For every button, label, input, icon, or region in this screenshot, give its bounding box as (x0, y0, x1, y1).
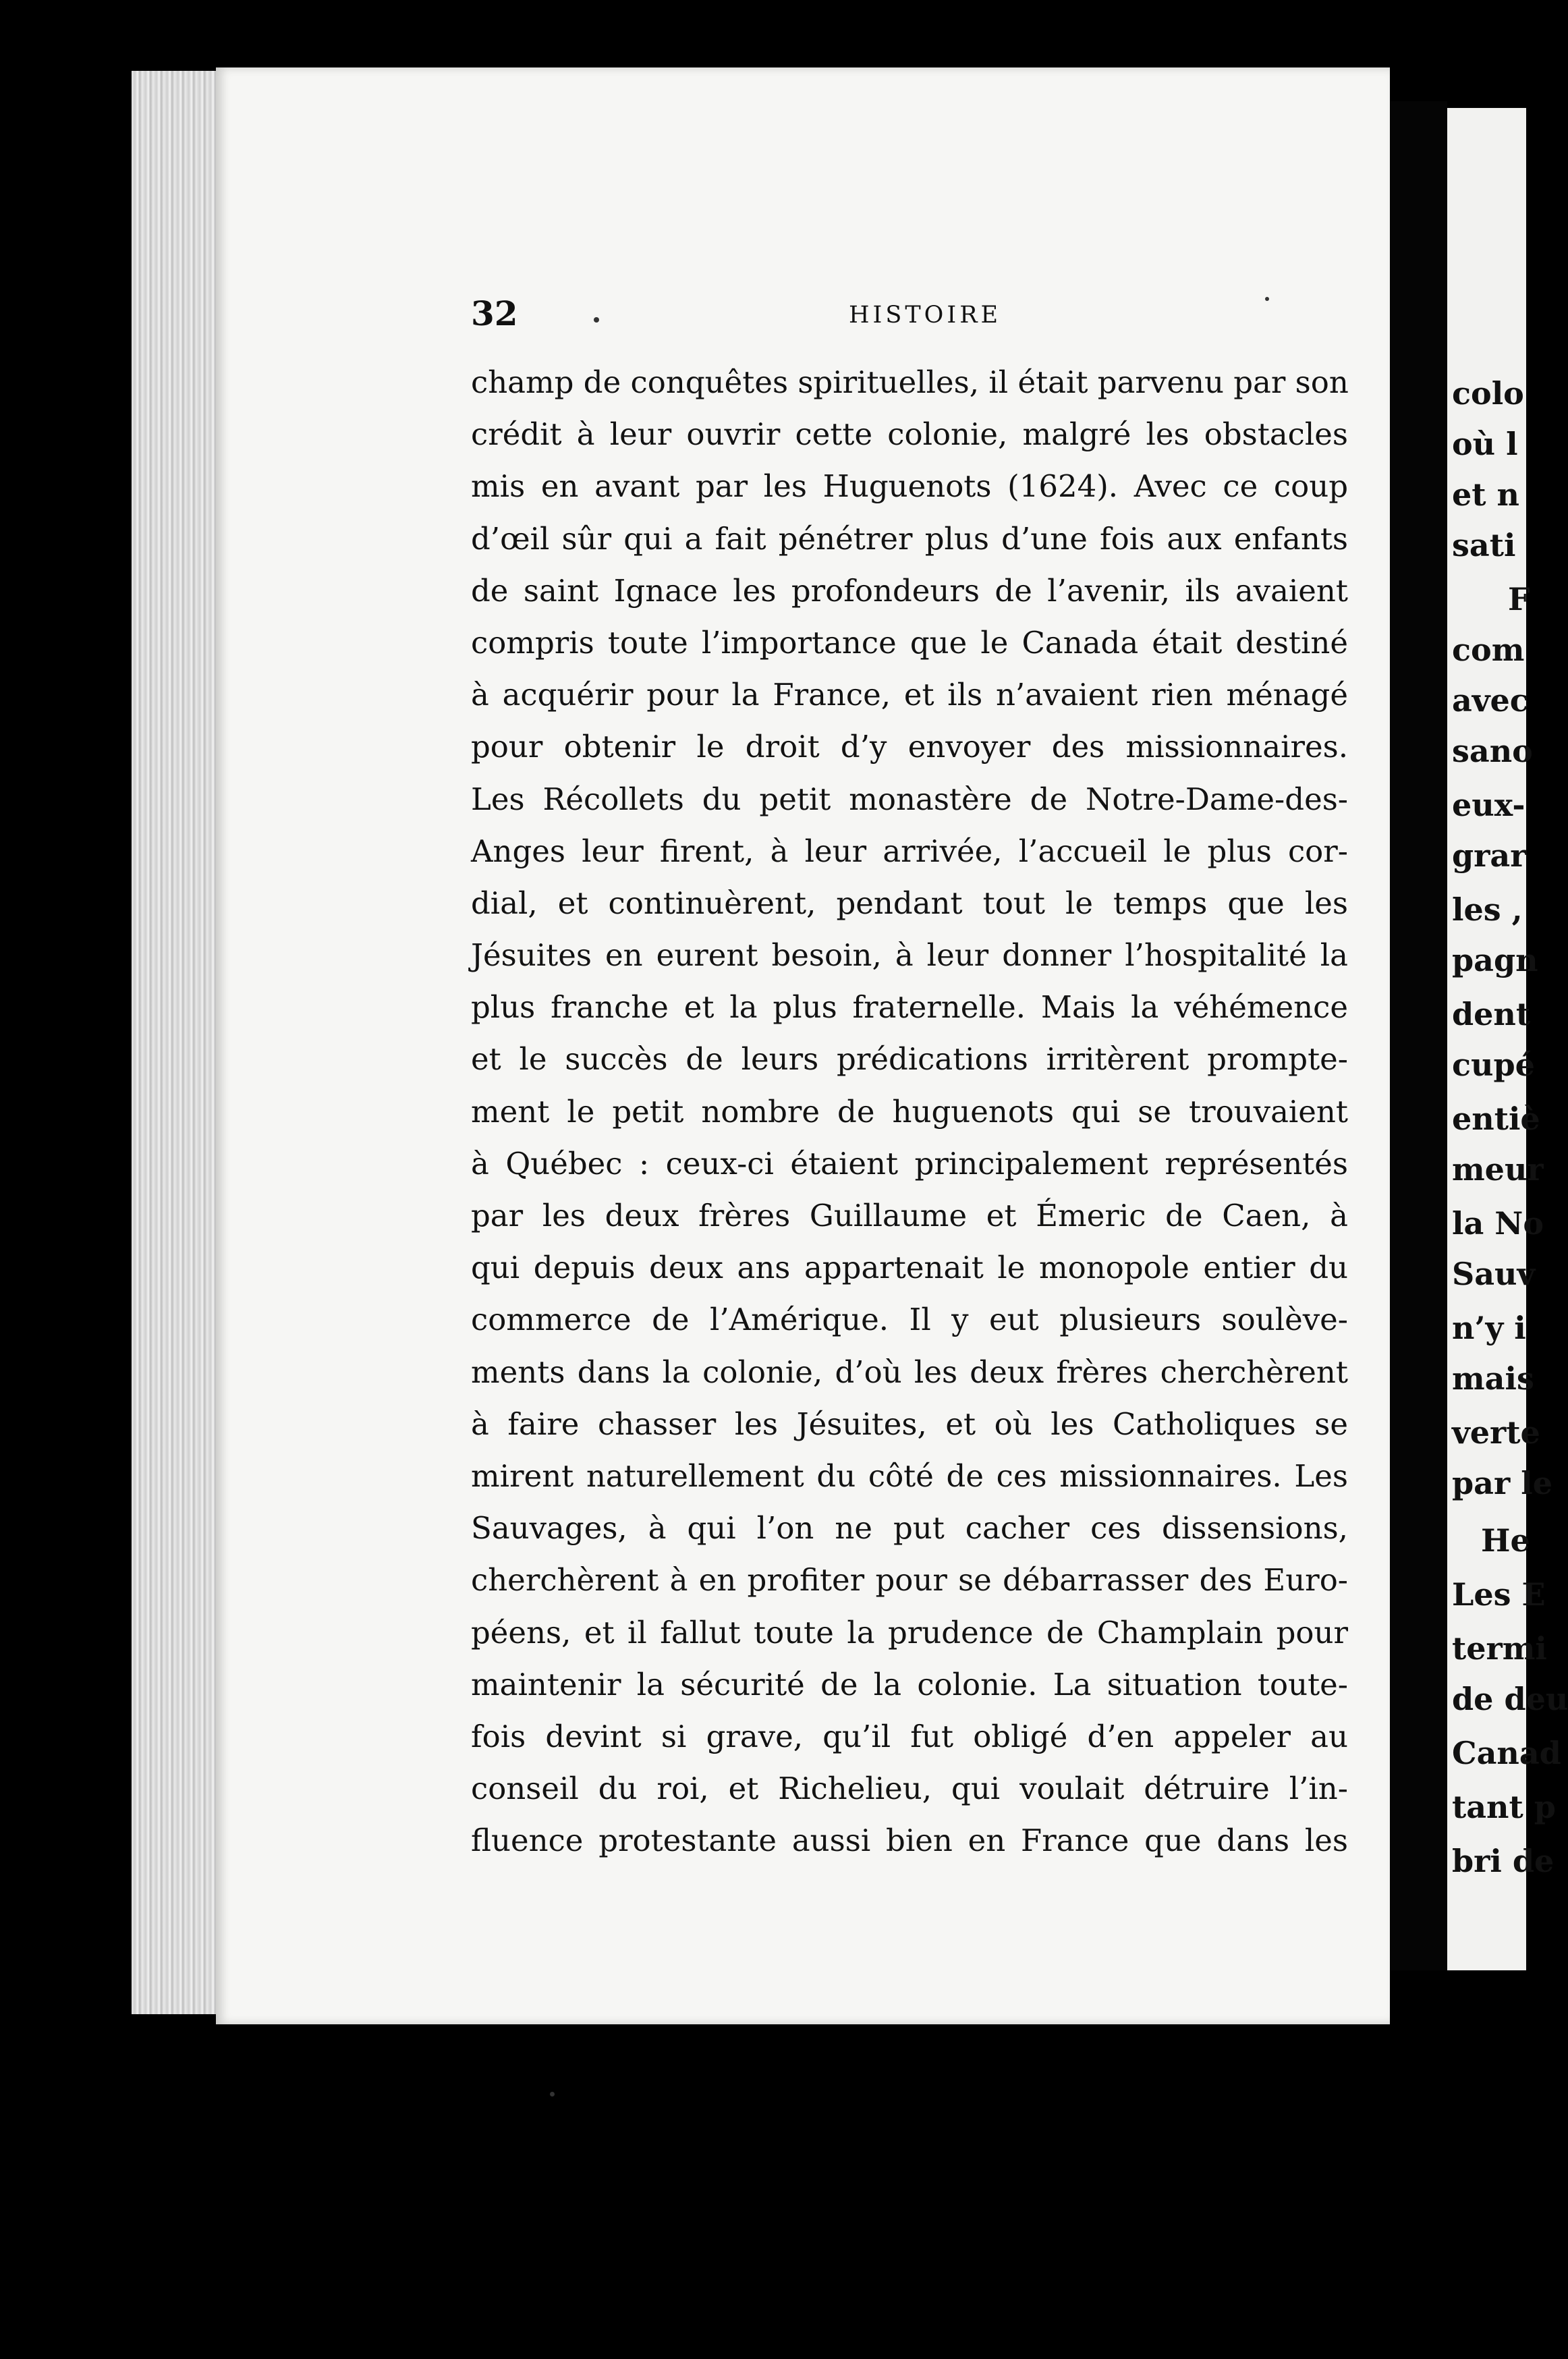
dust-speck (594, 317, 599, 323)
facing-page-line: termi (1452, 1630, 1547, 1667)
text-line: Anges leur firent, à leur arrivée, l’accueil le plus cor- (471, 833, 1348, 869)
page-number: 32 (471, 294, 518, 333)
text-line: de saint Ignace les profondeurs de l’avenir, ils avaient (471, 572, 1348, 609)
dust-speck (1265, 297, 1269, 301)
facing-page-line: où l (1452, 426, 1518, 462)
facing-page-line: par le (1452, 1465, 1552, 1501)
facing-page-line: n’y i (1452, 1310, 1526, 1346)
facing-page-line: pagn (1452, 942, 1538, 978)
facing-page-line: colo (1452, 375, 1524, 412)
facing-page-line: F (1508, 581, 1530, 617)
facing-page-line: de deu (1452, 1681, 1568, 1717)
text-line: compris toute l’importance que le Canada était destiné (471, 624, 1348, 661)
facing-page-line: et n (1452, 476, 1519, 513)
text-line: mis en avant par les Huguenots (1624). Avec ce coup (471, 468, 1348, 505)
text-line: ments dans la colonie, d’où les deux frères cherchèrent (471, 1354, 1348, 1390)
facing-page-line: Canad (1452, 1735, 1561, 1771)
text-line: fluence protestante aussi bien en France que dans les (471, 1823, 1348, 1859)
text-line: péens, et il fallut toute la prudence de Champlain pour (471, 1614, 1348, 1650)
book-gutter (1390, 101, 1447, 1970)
text-line: d’œil sûr qui a fait pénétrer plus d’une fois aux enfants (471, 520, 1348, 557)
facing-page-line: verte (1452, 1414, 1540, 1451)
facing-page-line: avec (1452, 682, 1529, 719)
text-line: mirent naturellement du côté de ces missionnaires. Les (471, 1458, 1348, 1494)
text-line: plus franche et la plus fraternelle. Mais la véhémence (471, 989, 1348, 1026)
text-line: à acquérir pour la France, et ils n’avaient rien ménagé (471, 677, 1348, 713)
facing-page-line: grar (1452, 837, 1527, 874)
text-line: et le succès de leurs prédications irritèrent prompte- (471, 1041, 1348, 1078)
facing-page-line: meur (1452, 1151, 1544, 1188)
facing-page-line: cupé (1452, 1047, 1535, 1083)
text-line: Jésuites en eurent besoin, à leur donner l’hospitalité la (471, 937, 1348, 974)
body-text (471, 356, 1348, 1866)
facing-page-line: la No (1452, 1205, 1544, 1242)
facing-page-line: entiè (1452, 1101, 1540, 1137)
facing-page-line: sano (1452, 733, 1533, 769)
text-line: Sauvages, à qui l’on ne put cacher ces dissensions, (471, 1510, 1348, 1547)
facing-page-line: sati (1452, 527, 1516, 563)
page-edges (132, 71, 226, 2014)
facing-page-line: com (1452, 632, 1525, 668)
page-heading: HISTOIRE (849, 302, 1002, 329)
text-line: Les Récollets du petit monastère de Notre-Dame-des- (471, 781, 1348, 817)
text-line: conseil du roi, et Richelieu, qui voulait détruire l’in- (471, 1771, 1348, 1807)
text-line: à Québec : ceux-ci étaient principalement représentés (471, 1145, 1348, 1182)
facing-page-line: les , (1452, 891, 1523, 928)
text-line: ment le petit nombre de huguenots qui se trouvaient (471, 1093, 1348, 1130)
text-line: crédit à leur ouvrir cette colonie, malgré les obstacles (471, 416, 1348, 453)
facing-page-line: Sauv (1452, 1256, 1536, 1292)
facing-page-line: tant p (1452, 1789, 1556, 1825)
text-line: cherchèrent à en profiter pour se débarrasser des Euro- (471, 1562, 1348, 1599)
text-line: maintenir la sécurité de la colonie. La situation toute- (471, 1666, 1348, 1702)
facing-page-line: mais (1452, 1360, 1534, 1397)
text-line: commerce de l’Amérique. Il y eut plusieurs soulève- (471, 1302, 1348, 1338)
running-head (471, 294, 1348, 337)
text-line: fois devint si grave, qu’il fut obligé d’en appeler au (471, 1718, 1348, 1754)
text-line: dial, et continuèrent, pendant tout le temps que les (471, 885, 1348, 921)
facing-page-line: dent (1452, 996, 1531, 1032)
text-line: à faire chasser les Jésuites, et où les Catholiques se (471, 1406, 1348, 1442)
facing-page-line: He (1481, 1522, 1530, 1559)
facing-page-line: eux- (1452, 787, 1525, 823)
text-line: champ de conquêtes spirituelles, il était parvenu par son (471, 364, 1349, 400)
facing-page-line: Les E (1452, 1576, 1546, 1613)
text-line: qui depuis deux ans appartenait le monopole entier du (471, 1250, 1348, 1286)
dust-speck (550, 2092, 555, 2097)
facing-page-line: bri de (1452, 1843, 1555, 1879)
text-line: pour obtenir le droit d’y envoyer des missionnaires. (471, 729, 1348, 765)
text-line: par les deux frères Guillaume et Émeric de Caen, à (471, 1198, 1348, 1233)
